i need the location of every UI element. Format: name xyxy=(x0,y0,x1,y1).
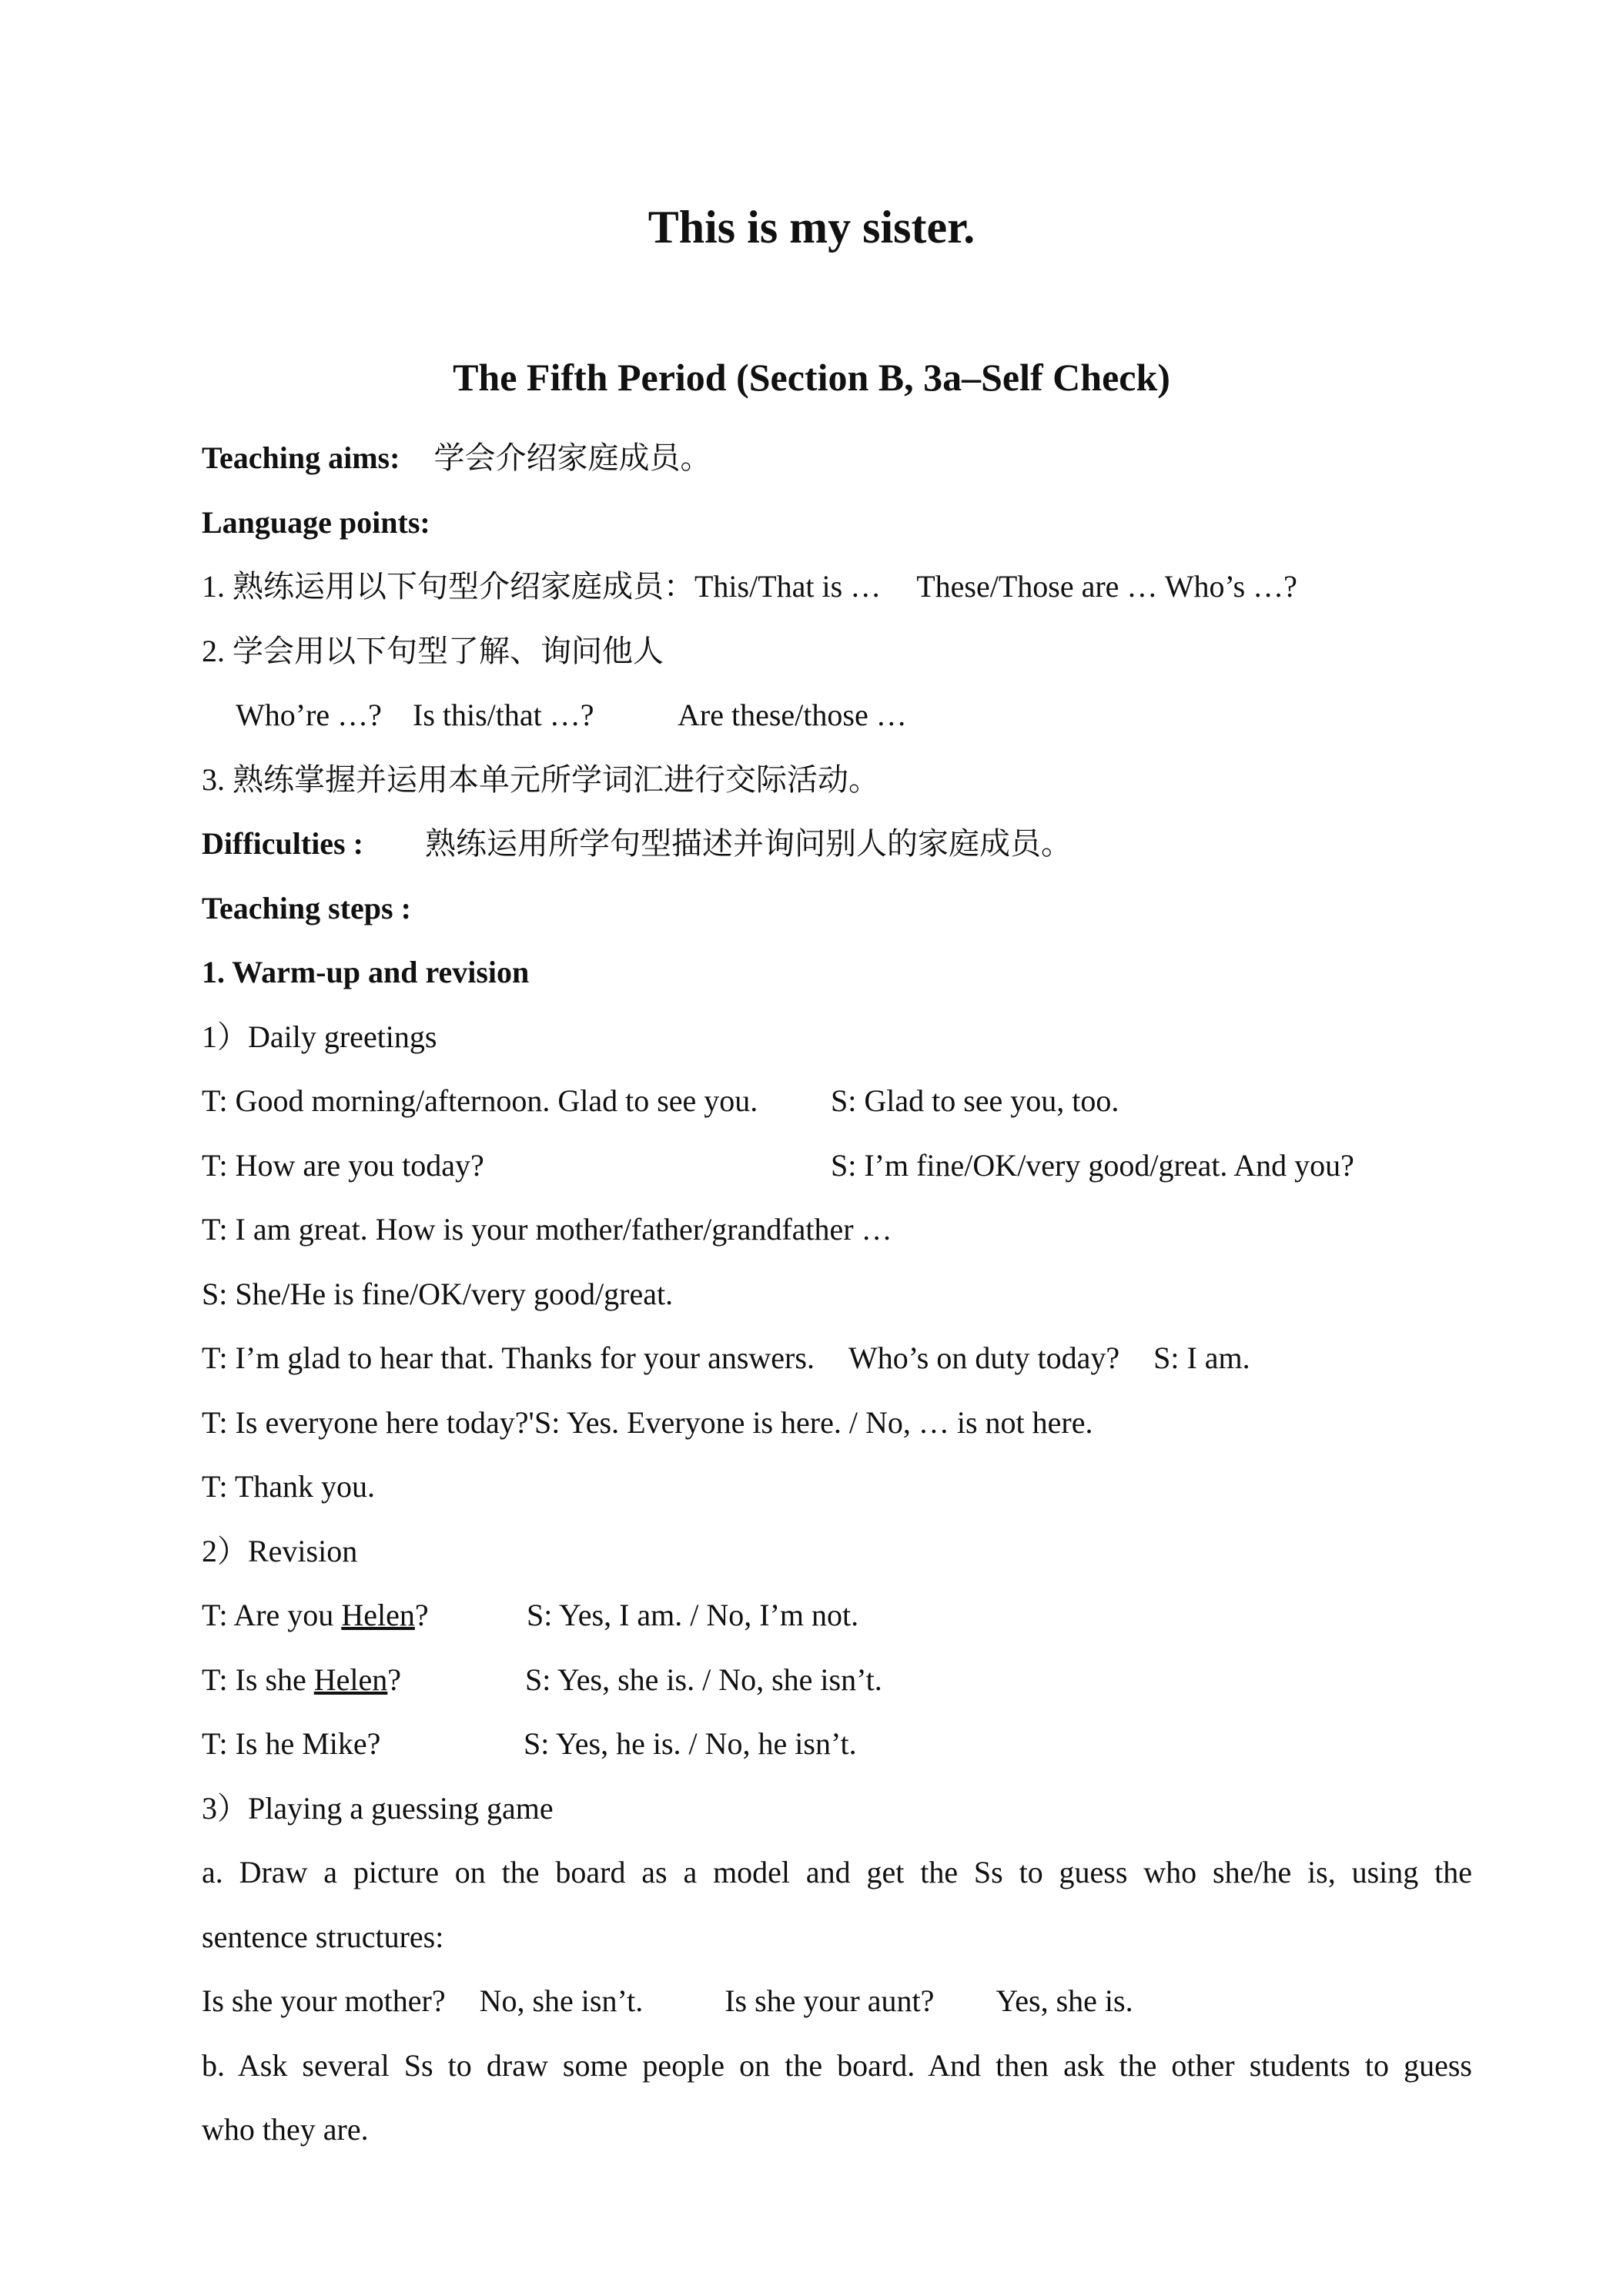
pattern-are-these-those: Are these/those … xyxy=(678,698,907,732)
guess-answer: No, she isn’t. xyxy=(479,1983,644,2018)
student-line: S: Glad to see you, too. xyxy=(831,1083,1119,1118)
dialogue-line xyxy=(202,1133,1472,1198)
dialogue-line xyxy=(202,1326,1472,1391)
language-point-2-patterns xyxy=(202,683,1472,748)
pattern-whore: Who’re …? xyxy=(236,698,382,732)
revision-line xyxy=(202,1648,1472,1712)
guess-question: Is she your aunt? xyxy=(724,1983,935,2018)
dialogue-line xyxy=(202,1069,1472,1133)
language-point-2: 2. 学会用以下句型了解、询问他人 xyxy=(202,633,664,668)
student-line: S: Yes. Everyone is here. / No, … is not here. xyxy=(534,1404,1093,1440)
teacher-line: T: Good morning/afternoon. Glad to see you. xyxy=(202,1083,758,1118)
name-helen: Helen xyxy=(341,1598,415,1632)
dialogue-line: T: I am great. How is your mother/father/grandfather … xyxy=(202,1212,892,1247)
revision-line xyxy=(202,1712,1472,1776)
revision-line xyxy=(202,1583,1472,1648)
guessing-examples xyxy=(202,1969,1472,2033)
sub-heading-guessing-game: 3）Playing a guessing game xyxy=(202,1790,554,1826)
dialogue-line xyxy=(202,1391,1472,1455)
teacher-line: T: Is everyone here today?' xyxy=(202,1404,534,1440)
guessing-step-b-line-2: who they are. xyxy=(202,2112,369,2147)
teacher-line: T: Is she xyxy=(202,1662,314,1697)
document-subtitle: The Fifth Period (Section B, 3a–Self Check) xyxy=(453,356,1170,399)
student-line: S: Yes, he is. / No, he isn’t. xyxy=(524,1726,857,1761)
teacher-line: T: I’m glad to hear that. Thanks for your answers. xyxy=(202,1340,815,1375)
document-title: This is my sister. xyxy=(648,202,975,253)
language-point-1-suffix: These/Those are … Who’s …? xyxy=(916,569,1297,604)
teaching-steps-label: Teaching steps : xyxy=(202,890,411,925)
teaching-aims xyxy=(202,426,1472,490)
teacher-line: T: How are you today? xyxy=(202,1147,484,1183)
guess-answer: Yes, she is. xyxy=(996,1983,1133,2018)
student-line: S: Yes, I am. / No, I’m not. xyxy=(527,1598,859,1632)
guessing-step-a-line-1: a. Draw a picture on the board as a model and get the Ss to guess who she/he is, using the xyxy=(202,1855,1472,1889)
question-mark: ? xyxy=(387,1662,402,1697)
language-points-label: Language points: xyxy=(202,504,430,540)
sub-heading-revision: 2）Revision xyxy=(202,1533,358,1568)
pattern-is-this-that: Is this/that …? xyxy=(413,698,594,732)
guessing-step-a-line-2: sentence structures: xyxy=(202,1919,444,1954)
teaching-aims-label: Teaching aims: xyxy=(202,440,400,475)
language-point-3: 3. 熟练掌握并运用本单元所学词汇进行交际活动。 xyxy=(202,761,879,797)
language-point-1 xyxy=(202,554,1472,619)
document-body xyxy=(202,426,1472,2162)
teacher-question: Who’s on duty today? xyxy=(848,1340,1120,1375)
language-point-1-prefix: 1. 熟练运用以下句型介绍家庭成员：This/That is … xyxy=(202,569,882,604)
student-line: S: I’m fine/OK/very good/great. And you? xyxy=(831,1147,1354,1183)
question-mark: ? xyxy=(414,1598,429,1632)
difficulties-text: 熟练运用所学句型描述并询问别人的家庭成员。 xyxy=(424,826,1072,861)
teacher-line: T: Are you xyxy=(202,1598,342,1632)
student-line: S: Yes, she is. / No, she isn’t. xyxy=(525,1662,882,1697)
difficulties xyxy=(202,812,1472,876)
guessing-step-b-line-1: b. Ask several Ss to draw some people on the board. And then ask the other students to guess xyxy=(202,2047,1472,2083)
teaching-aims-text: 学会介绍家庭成员。 xyxy=(433,440,711,475)
teacher-line: T: Is he Mike? xyxy=(202,1726,381,1761)
student-line: S: I am. xyxy=(1153,1340,1250,1375)
name-helen: Helen xyxy=(313,1662,388,1697)
step-1-heading: 1. Warm-up and revision xyxy=(202,955,530,989)
guess-question: Is she your mother? xyxy=(202,1983,446,2018)
sub-heading-daily-greetings: 1）Daily greetings xyxy=(202,1019,437,1054)
difficulties-label: Difficulties : xyxy=(202,826,363,861)
dialogue-line: S: She/He is fine/OK/very good/great. xyxy=(202,1276,674,1311)
dialogue-line: T: Thank you. xyxy=(202,1469,376,1504)
